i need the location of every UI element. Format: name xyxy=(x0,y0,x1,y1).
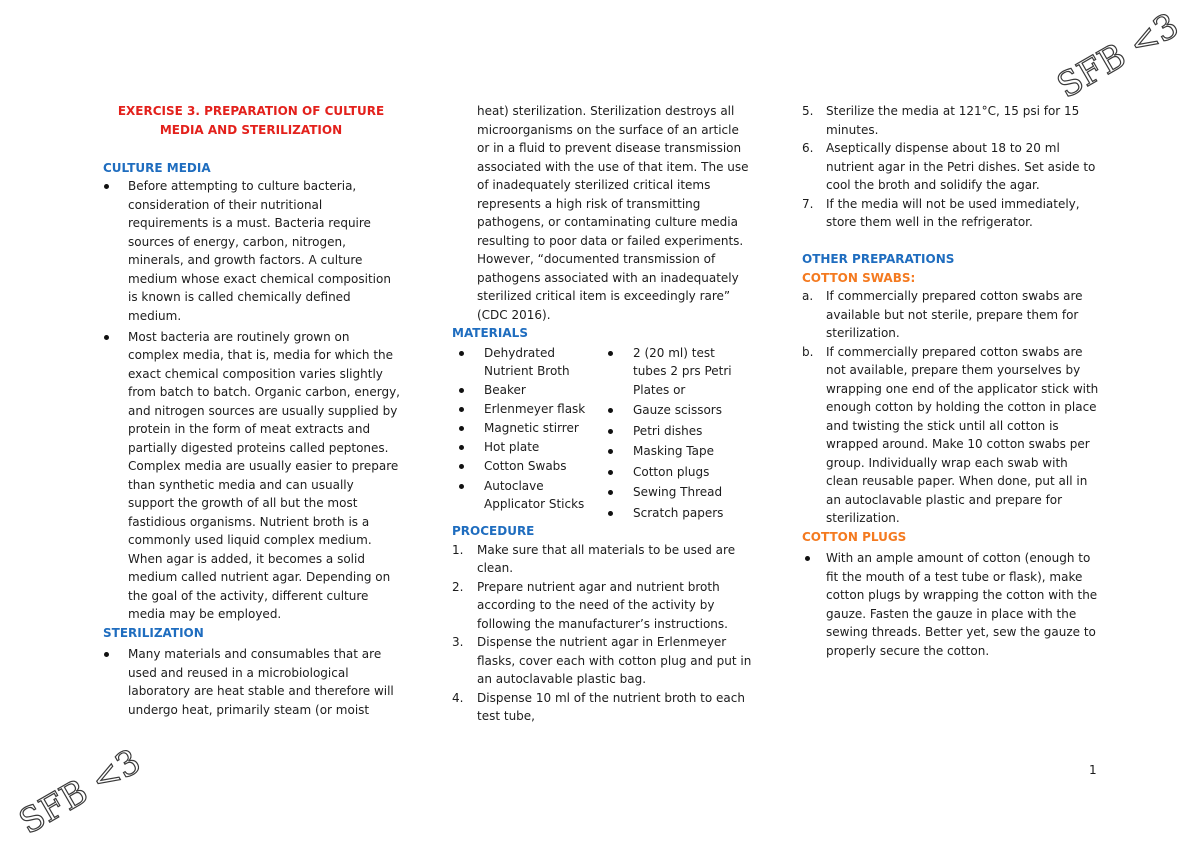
sterilization-continuation: heat) sterilization. Sterilization destroys all microorganisms on the surface of an article or in a fluid to prevent disease transmission associated with the use of that item. The use of inadequately sterilized critical items represents a high risk of transmitting pathogens, or contaminating culture media resulting to poor data or failed experiments. However, “documented transmission of pathogens associated with an inadequately sterilized critical item is exceedingly rare” (CDC 2016). xyxy=(477,104,749,322)
step-number: 6. xyxy=(802,141,814,155)
procedure-step-4 xyxy=(452,689,752,726)
procedure-step-6 xyxy=(802,139,1102,195)
step-text: Prepare nutrient agar and nutrient broth according to the need of the activity by following the manufacturer’s instructions. xyxy=(477,579,728,631)
bullet-icon xyxy=(104,335,109,340)
step-text: Make sure that all materials to be used are clean. xyxy=(477,542,736,575)
material-label: Autoclave Applicator Sticks xyxy=(484,478,585,512)
cotton-plugs-heading: COTTON PLUGS xyxy=(802,529,907,544)
material-item xyxy=(602,504,742,523)
watermark-top: SFB <3 xyxy=(1050,5,1186,107)
materials-list xyxy=(452,344,752,525)
materials-left-column xyxy=(452,344,602,525)
page-number: 1 xyxy=(1089,763,1097,777)
material-item xyxy=(602,483,742,502)
bullet-icon xyxy=(608,408,613,413)
step-number: 2. xyxy=(452,579,464,594)
material-item xyxy=(452,381,602,400)
step-text: Aseptically dispense about 18 to 20 ml nutrient agar in the Petri dishes. Set aside to cool the broth and solidify the agar. xyxy=(826,141,1096,192)
bullet-icon xyxy=(608,490,613,495)
title-line-2: MEDIA AND STERILIZATION xyxy=(159,123,343,137)
material-label: Sewing Thread xyxy=(633,485,723,499)
sterilization-heading: STERILIZATION xyxy=(103,625,204,640)
item-letter: a. xyxy=(802,289,814,303)
cotton-swabs-heading: COTTON SWABS: xyxy=(802,270,916,285)
step-text: If the media will not be used immediately, store them well in the refrigerator. xyxy=(826,196,1080,229)
material-label: Dehydrated Nutrient Broth xyxy=(484,345,570,378)
sterilization-bullet-1 xyxy=(103,645,403,719)
procedure-step-5 xyxy=(802,102,1102,139)
material-item xyxy=(452,438,602,457)
material-item xyxy=(452,457,602,476)
bullet-icon xyxy=(459,388,464,393)
exercise-title xyxy=(103,102,399,140)
cotton-swabs-item-b xyxy=(802,343,1102,528)
watermark-bottom: SFB <3 xyxy=(12,741,148,843)
bullet-icon xyxy=(459,407,464,412)
step-number: 4. xyxy=(452,690,464,705)
material-label: Petri dishes xyxy=(633,423,703,438)
material-label: Magnetic stirrer xyxy=(484,421,579,436)
culture-media-heading: CULTURE MEDIA xyxy=(103,160,211,175)
material-label: Cotton Swabs xyxy=(484,459,567,474)
other-preparations-heading: OTHER PREPARATIONS xyxy=(802,252,955,266)
bullet-icon xyxy=(608,429,613,434)
bullet-icon xyxy=(104,652,109,657)
bullet-text: Many materials and consumables that are used and reused in a microbiological laboratory are heat stable and therefore will undergo heat, primarily steam (or moist xyxy=(128,647,394,717)
bullet-icon xyxy=(608,511,613,516)
column-3 xyxy=(802,102,1102,660)
bullet-icon xyxy=(805,556,810,561)
step-number: 3. xyxy=(452,635,464,649)
step-text: Sterilize the media at 121°C, 15 psi for 15 minutes. xyxy=(826,104,1080,137)
material-label: Masking Tape xyxy=(633,444,714,458)
material-item xyxy=(602,344,742,400)
material-item xyxy=(602,422,742,441)
bullet-icon xyxy=(608,351,613,356)
material-item xyxy=(452,344,602,381)
bullet-icon xyxy=(459,464,464,469)
step-number: 7. xyxy=(802,196,814,211)
material-label: Scratch papers xyxy=(633,505,724,520)
material-label: Beaker xyxy=(484,383,526,398)
step-text: Dispense the nutrient agar in Erlenmeyer flasks, cover each with cotton plug and put in an autoclavable plastic bag. xyxy=(477,635,752,686)
procedure-heading: PROCEDURE xyxy=(452,524,535,538)
bullet-text: With an ample amount of cotton (enough to fit the mouth of a test tube or flask), make cotton plugs by wrapping the cotton with the gauze. Fasten the gauze in place with the sewing threads. Better yet, sew the gauze to properly secure the cotton. xyxy=(826,551,1098,658)
procedure-step-2 xyxy=(452,578,752,634)
bullet-icon xyxy=(459,426,464,431)
material-item xyxy=(602,463,742,482)
bullet-icon xyxy=(459,351,464,356)
material-label: Erlenmeyer flask xyxy=(484,402,586,417)
bullet-icon xyxy=(104,184,109,189)
bullet-icon xyxy=(459,484,464,489)
culture-media-bullet-2 xyxy=(103,328,403,624)
material-label: 2 (20 ml) test tubes 2 prs Petri Plates or xyxy=(633,345,732,397)
bullet-icon xyxy=(608,470,613,475)
materials-heading: MATERIALS xyxy=(452,326,528,340)
material-label: Cotton plugs xyxy=(633,464,710,479)
step-number: 5. xyxy=(802,104,814,118)
procedure-step-7 xyxy=(802,195,1102,232)
bullet-text: Most bacteria are routinely grown on complex media, that is, media for which the exact chemical composition varies slightly from batch to batch. Organic carbon, energy, and nitrogen sources are usually supplied by protein in the form of meat extracts and partially digested proteins called peptones. Complex media are usually easier to prepare than synthetic media and can usually support the growth of all but the most fastidious organisms. Nutrient broth is a commonly used liquid complex medium. When agar is added, it becomes a solid medium called nutrient agar. Depending on the goal of the activity, different culture media may be employed. xyxy=(128,329,400,621)
column-1 xyxy=(103,102,403,719)
step-number: 1. xyxy=(452,542,464,557)
procedure-step-3 xyxy=(452,633,752,689)
material-item xyxy=(602,442,742,461)
material-label: Gauze scissors xyxy=(633,403,722,417)
step-text: Dispense 10 ml of the nutrient broth to each test tube, xyxy=(477,690,745,723)
item-text: If commercially prepared cotton swabs are available but not sterile, prepare them for sterilization. xyxy=(826,289,1083,340)
material-item xyxy=(452,477,602,514)
cotton-plugs-bullet xyxy=(802,549,1102,660)
culture-media-bullet-1 xyxy=(103,177,403,325)
item-letter: b. xyxy=(802,344,814,359)
material-item xyxy=(452,419,602,438)
cotton-swabs-item-a xyxy=(802,287,1102,343)
material-label: Hot plate xyxy=(484,440,540,455)
title-line-1: EXERCISE 3. PREPARATION OF CULTURE xyxy=(117,104,385,118)
item-text: If commercially prepared cotton swabs are not available, prepare them yourselves by wrapping one end of the applicator stick with enough cotton by holding the cotton in place and twisting the stick until all cotton is wrapped around. Make 10 cotton swabs per group. Individually wrap each swab with clean reusable paper. When done, put all in an autoclavable plastic and prepare for sterilization. xyxy=(826,344,1099,525)
material-item xyxy=(452,400,602,419)
bullet-icon xyxy=(608,449,613,454)
material-item xyxy=(602,401,742,420)
materials-right-column xyxy=(602,344,742,525)
bullet-text: Before attempting to culture bacteria, consideration of their nutritional requirements is a must. Bacteria require sources of energy, carbon, nitrogen, minerals, and growth factors. A culture medium whose exact chemical composition is known is called chemically defined medium. xyxy=(128,179,391,323)
procedure-step-1 xyxy=(452,541,752,578)
column-2 xyxy=(452,102,752,726)
bullet-icon xyxy=(459,445,464,450)
